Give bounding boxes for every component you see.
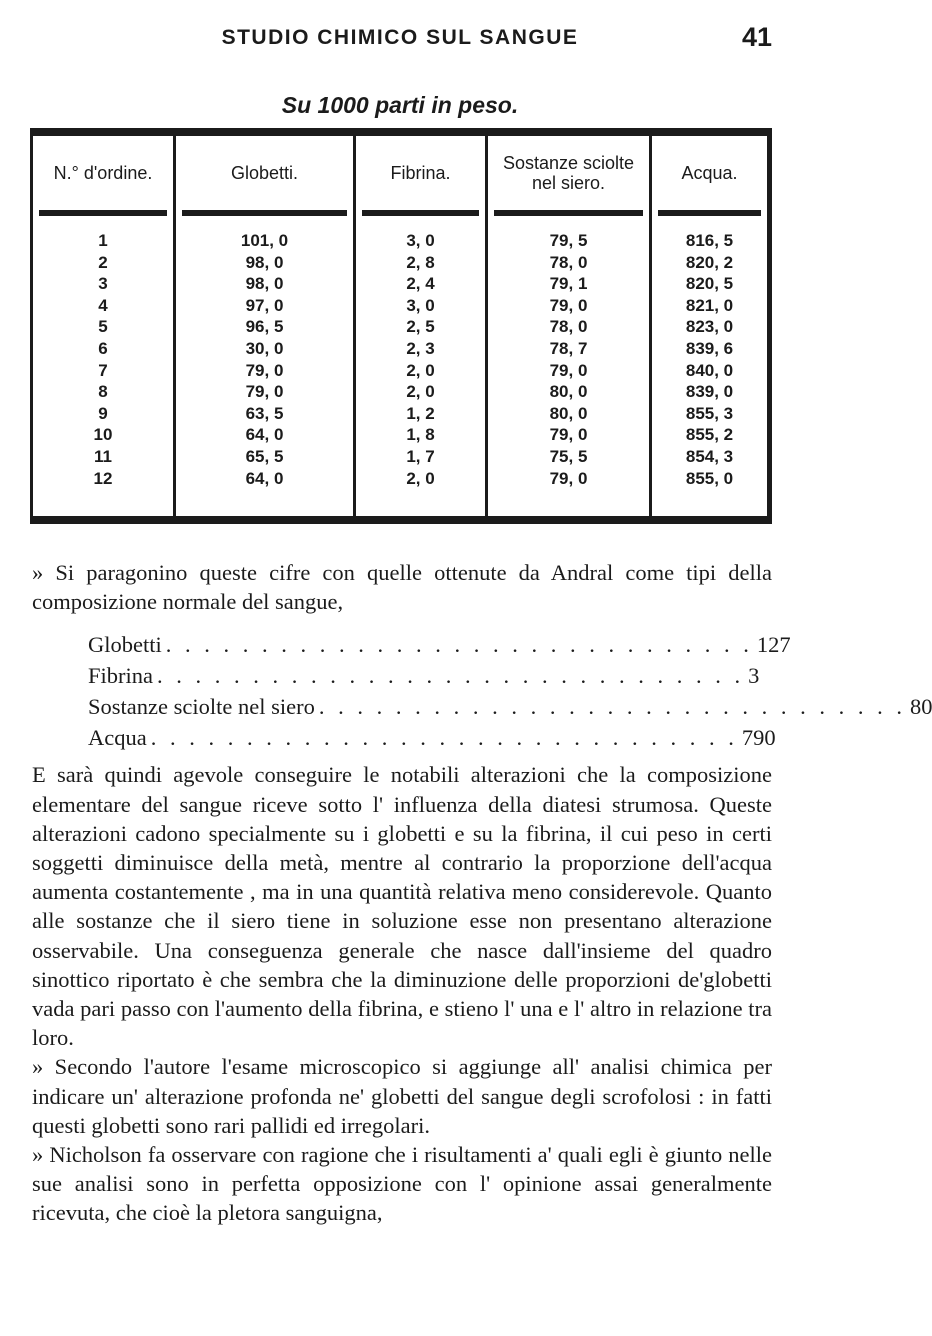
normal-value-number: 127 xyxy=(756,632,791,658)
table-cell: 9 xyxy=(98,403,108,423)
normal-value-label: Acqua xyxy=(88,725,147,751)
column-header: Acqua. xyxy=(658,136,761,216)
table-cell: 79, 5 xyxy=(549,231,588,250)
table-cell: 79, 1 xyxy=(549,274,588,294)
table-cell: 823, 0 xyxy=(685,317,734,337)
table-cell: 855, 0 xyxy=(685,468,734,488)
table-cell: 1, 8 xyxy=(406,425,435,445)
normal-value-label: Fibrina xyxy=(88,663,153,689)
table-cell: 11 xyxy=(94,446,112,466)
normal-value-row xyxy=(88,723,776,754)
dot-leader: . . . . . . . . . . . . . . . . . . . . . . . . . . . . . . . xyxy=(318,694,906,720)
normal-value-number: 790 xyxy=(741,725,776,751)
table-cell: 2, 4 xyxy=(406,274,435,294)
table-cell: 854, 3 xyxy=(685,446,734,466)
dot-leader: . . . . . . . . . . . . . . . . . . . . . . . . . . . . . . . xyxy=(157,663,745,689)
normal-value-number: 3 xyxy=(748,663,760,689)
normal-value-row xyxy=(88,661,760,692)
table-cell: 839, 0 xyxy=(685,382,734,402)
table-cell: 63, 5 xyxy=(245,403,284,423)
table-cell: 80, 0 xyxy=(549,403,588,423)
paragraph: E sarà quindi agevole conseguire le notabili alterazioni che la composizione elementare del sangue riceve sotto l' influenza della diatesi strumosa. Queste alterazioni cadono specialmente su i globetti e su la fibrina, il cui peso in certi soggetti diminuisce della metà, mentre al contrario la proporzione dell'acqua aumenta costantemente , ma in una quantità relativa meno considerevole. Quanto alle sostanze che il siero tiene in soluzione esse non presentano alterazione osservabile. Una conseguenza generale che nasce dall'insieme del quadro sinottico riportato è che sembra che la diminuzione delle proporzioni de'globetti vada pari passo con l'aumento della fibrina, e stieno l' una e l' altro in relazione tra loro. xyxy=(32,762,772,1051)
table-cell: 75, 5 xyxy=(549,446,588,466)
table-cell: 2, 0 xyxy=(406,382,435,402)
normal-value-row xyxy=(88,692,932,723)
column-header: N.° d'ordine. xyxy=(39,136,167,216)
column-acqua xyxy=(649,136,767,516)
table-cell: 65, 5 xyxy=(245,446,284,466)
table-cell: 2, 8 xyxy=(406,252,435,272)
column-fibrina xyxy=(353,136,485,516)
table-cell: 78, 0 xyxy=(549,252,588,272)
table-cell: 3, 0 xyxy=(406,295,435,315)
table-cell: 1, 7 xyxy=(406,446,435,466)
table-cell: 79, 0 xyxy=(549,295,588,315)
table-cell: 2, 0 xyxy=(406,360,435,380)
table-cell: 97, 0 xyxy=(245,295,284,315)
normal-value-row xyxy=(88,630,791,661)
normal-value-label: Globetti xyxy=(88,632,162,658)
table-cell: 3 xyxy=(98,274,108,294)
table-cell: 820, 2 xyxy=(685,252,734,272)
dot-leader: . . . . . . . . . . . . . . . . . . . . . . . . . . . . . . . xyxy=(165,632,753,658)
table-cell: 4 xyxy=(98,295,108,315)
column-globetti xyxy=(173,136,353,516)
table-cell: 12 xyxy=(93,468,113,488)
column-header: Sostanze sciolte nel siero. xyxy=(494,136,643,216)
table-cell: 2, 3 xyxy=(406,338,435,358)
table-cell: 820, 5 xyxy=(685,274,734,294)
table-cell: 3, 0 xyxy=(406,231,435,250)
table-cell: 840, 0 xyxy=(685,360,734,380)
table-cell: 2, 0 xyxy=(406,468,435,488)
dot-leader: . . . . . . . . . . . . . . . . . . . . . . . . . . . . . . . xyxy=(150,725,738,751)
table-caption: Su 1000 parti in peso. xyxy=(281,92,519,118)
column-order-number xyxy=(33,136,173,516)
body-text xyxy=(32,558,932,1228)
table-cell: 816, 5 xyxy=(685,231,734,250)
table-cell: 79, 0 xyxy=(245,360,284,380)
table-cell: 2 xyxy=(98,252,108,272)
table-cell: 79, 0 xyxy=(549,468,588,488)
page-header xyxy=(0,20,800,60)
table-cell: 79, 0 xyxy=(549,360,588,380)
table-cell: 98, 0 xyxy=(245,252,284,272)
table-cell: 821, 0 xyxy=(685,295,734,315)
paragraph: » Secondo l'autore l'esame microscopico si aggiunge all' analisi chimica per indicare un' alterazione profonda ne' globetti del sangue degli scrofolosi : in fatti questi globetti sono rari pallidi ed irregolari. xyxy=(32,1054,772,1138)
table-cell: 101, 0 xyxy=(240,231,289,250)
table-cell: 5 xyxy=(98,317,108,337)
table-cell: 8 xyxy=(98,382,108,402)
table-cell: 79, 0 xyxy=(549,425,588,445)
running-head: STUDIO CHIMICO SUL SANGUE xyxy=(221,26,579,49)
table-cell: 98, 0 xyxy=(245,274,284,294)
table-cell: 1 xyxy=(98,231,108,250)
table-cell: 64, 0 xyxy=(245,468,284,488)
page-number: 41 xyxy=(741,22,772,52)
table-cell: 78, 7 xyxy=(549,338,588,358)
column-sostanze xyxy=(485,136,649,516)
table-cell: 30, 0 xyxy=(245,338,284,358)
table-cell: 839, 6 xyxy=(685,338,734,358)
paragraph: » Nicholson fa osservare con ragione che i risultamenti a' quali egli è giunto nelle sue analisi sono in perfetta opposizione con l' opinione assai generalmente ricevuta, che cioè la pletora sanguigna, xyxy=(32,1142,772,1226)
table-cell: 96, 5 xyxy=(245,317,284,337)
table-cell: 855, 3 xyxy=(685,403,734,423)
normal-value-label: Sostanze sciolte nel siero xyxy=(88,694,315,720)
table-cell: 2, 5 xyxy=(406,317,435,337)
column-header: Globetti. xyxy=(182,136,347,216)
blood-analysis-table xyxy=(30,128,772,524)
table-cell: 64, 0 xyxy=(245,425,284,445)
table-cell: 7 xyxy=(98,360,108,380)
normal-value-number: 80 xyxy=(909,694,932,720)
intro-paragraph: » Si paragonino queste cifre con quelle ottenute da Andral come tipi della composizione normale del sangue, xyxy=(32,560,772,615)
table-cell: 79, 0 xyxy=(245,382,284,402)
table-cell: 855, 2 xyxy=(685,425,734,445)
table-cell: 6 xyxy=(98,338,108,358)
column-header: Fibrina. xyxy=(362,136,479,216)
table-cell: 10 xyxy=(93,425,113,445)
normal-composition-list xyxy=(32,630,932,754)
table-cell: 80, 0 xyxy=(549,382,588,402)
table-cell: 78, 0 xyxy=(549,317,588,337)
table-cell: 1, 2 xyxy=(406,403,435,423)
